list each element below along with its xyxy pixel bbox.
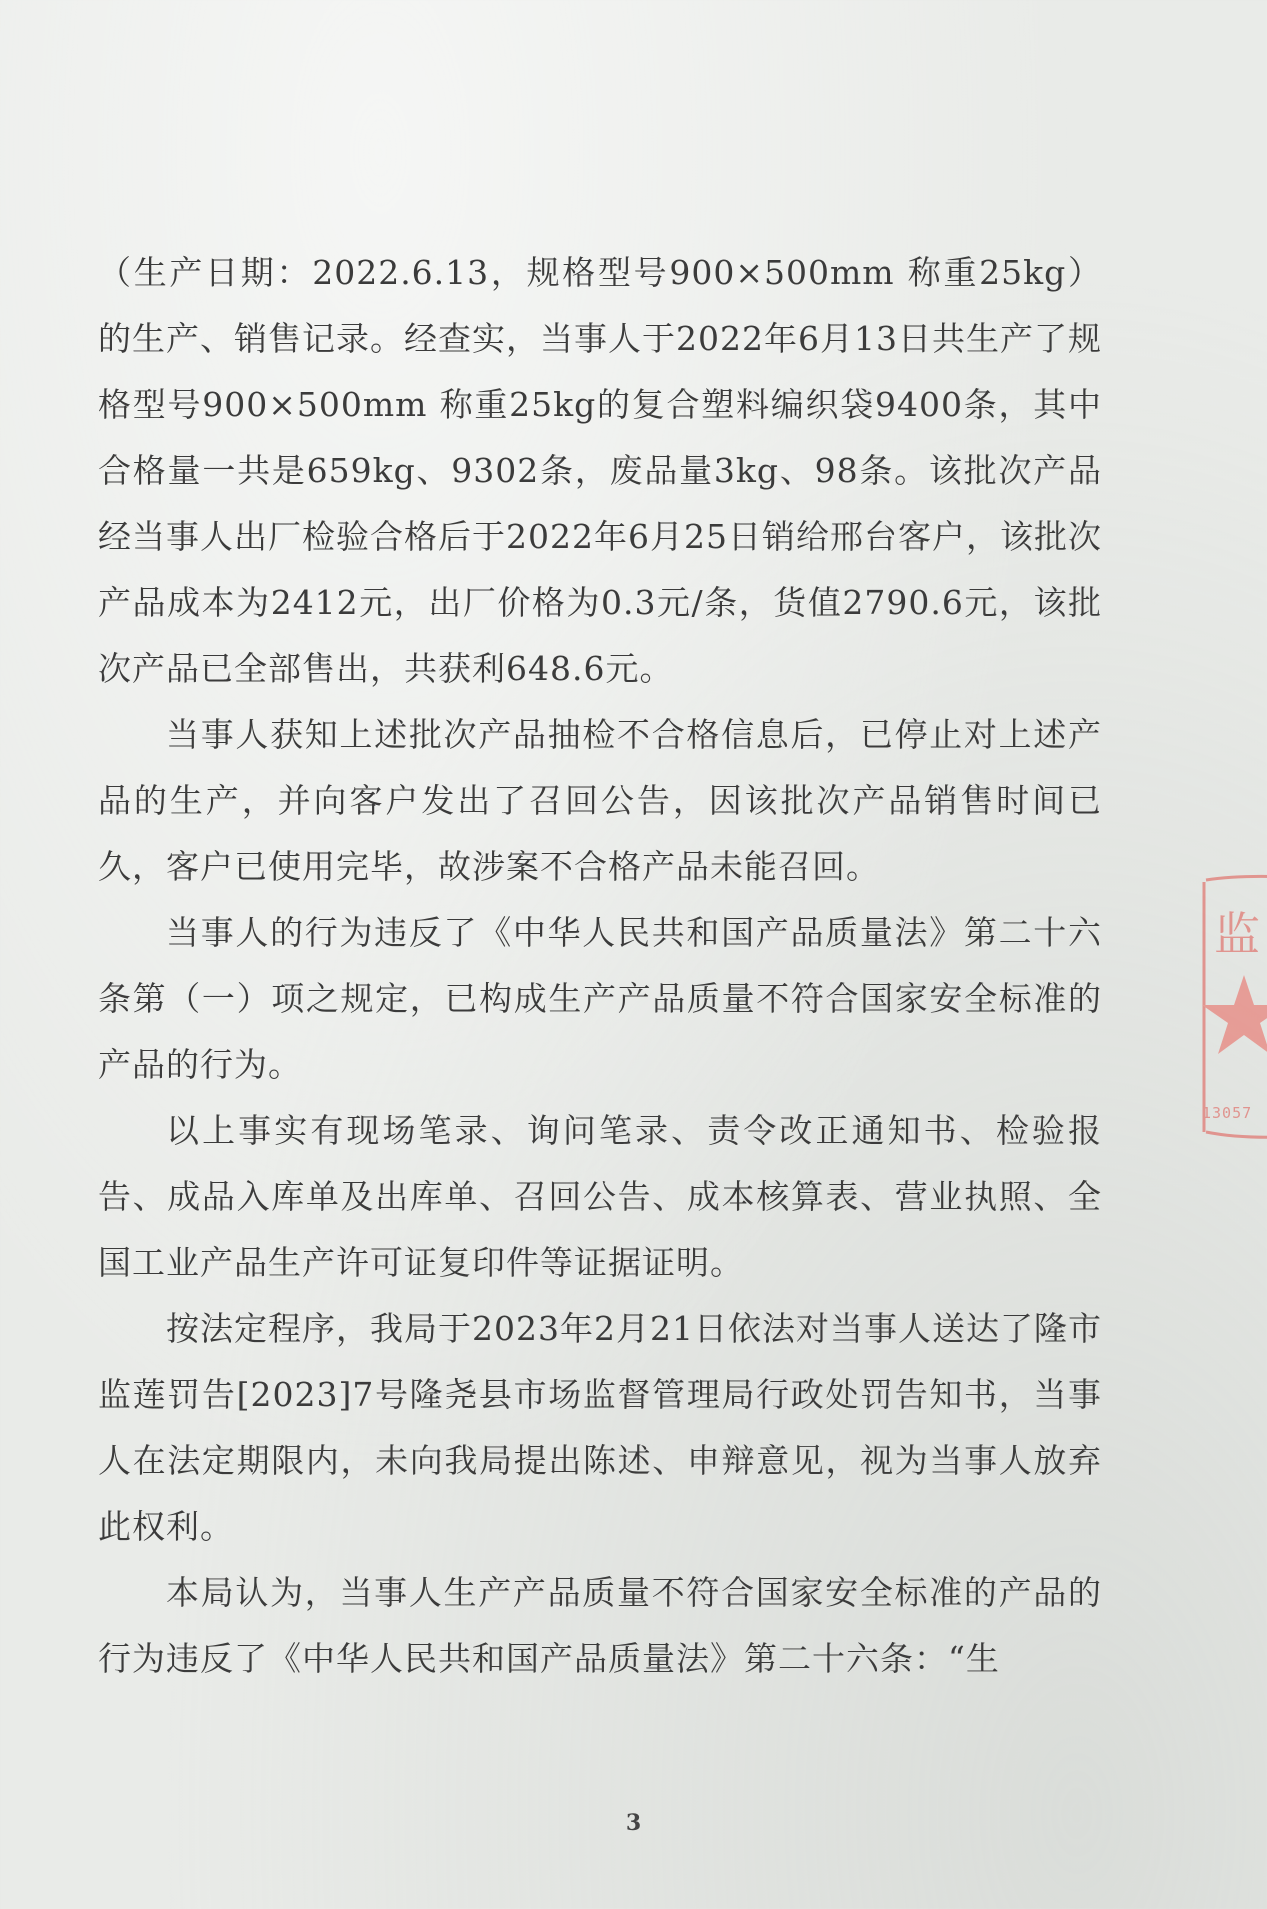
paragraph-opinion: 本局认为，当事人生产产品质量不符合国家安全标准的产品的行为违反了《中华人民共和国产品质量法》第二十六条：“生: [98, 1573, 1102, 1678]
seal-stamp-icon: [1196, 870, 1267, 1150]
seal-code-text: 13057: [1202, 1104, 1253, 1122]
paragraph-procedure: 按法定程序，我局于2023年2月21日依法对当事人送达了隆市监莲罚告[2023]7号隆尧县市场监督管理局行政处罚告知书，当事人在法定期限内，未向我局提出陈述、申辩意见，视为当事人放弃此权利。: [98, 1309, 1102, 1546]
seal-char-text: 监: [1214, 907, 1260, 961]
paragraph-recall: 当事人获知上述批次产品抽检不合格信息后，已停止对上述产品的生产，并向客户发出了召回公告，因该批次产品销售时间已久，客户已使用完毕，故涉案不合格产品未能召回。: [98, 715, 1102, 886]
document-body: [98, 240, 1102, 1692]
page-number: 3: [625, 1810, 642, 1836]
paragraph-evidence: 以上事实有现场笔录、询问笔录、责令改正通知书、检验报告、成品入库单及出库单、召回公告、成本核算表、营业执照、全国工业产品生产许可证复印件等证据证明。: [98, 1111, 1102, 1282]
paragraph-violation: 当事人的行为违反了《中华人民共和国产品质量法》第二十六条第（一）项之规定，已构成生产产品质量不符合国家安全标准的产品的行为。: [98, 913, 1102, 1084]
official-seal: [1196, 870, 1267, 1150]
paragraph-facts: （生产日期：2022.6.13，规格型号900×500mm 称重25kg）的生产、销售记录。经查实，当事人于2022年6月13日共生产了规格型号900×500mm 称重25kg的复合塑料编织袋9400条，其中合格量一共是659kg、9302条，废品量3kg、98条。该批次产品经当事人出厂检验合格后于2022年6月25日销给邢台客户，该批次产品成本为2412元，出厂价格为0.3元/条，货值2790.6元，该批次产品已全部售出，共获利648.6元。: [98, 253, 1102, 688]
